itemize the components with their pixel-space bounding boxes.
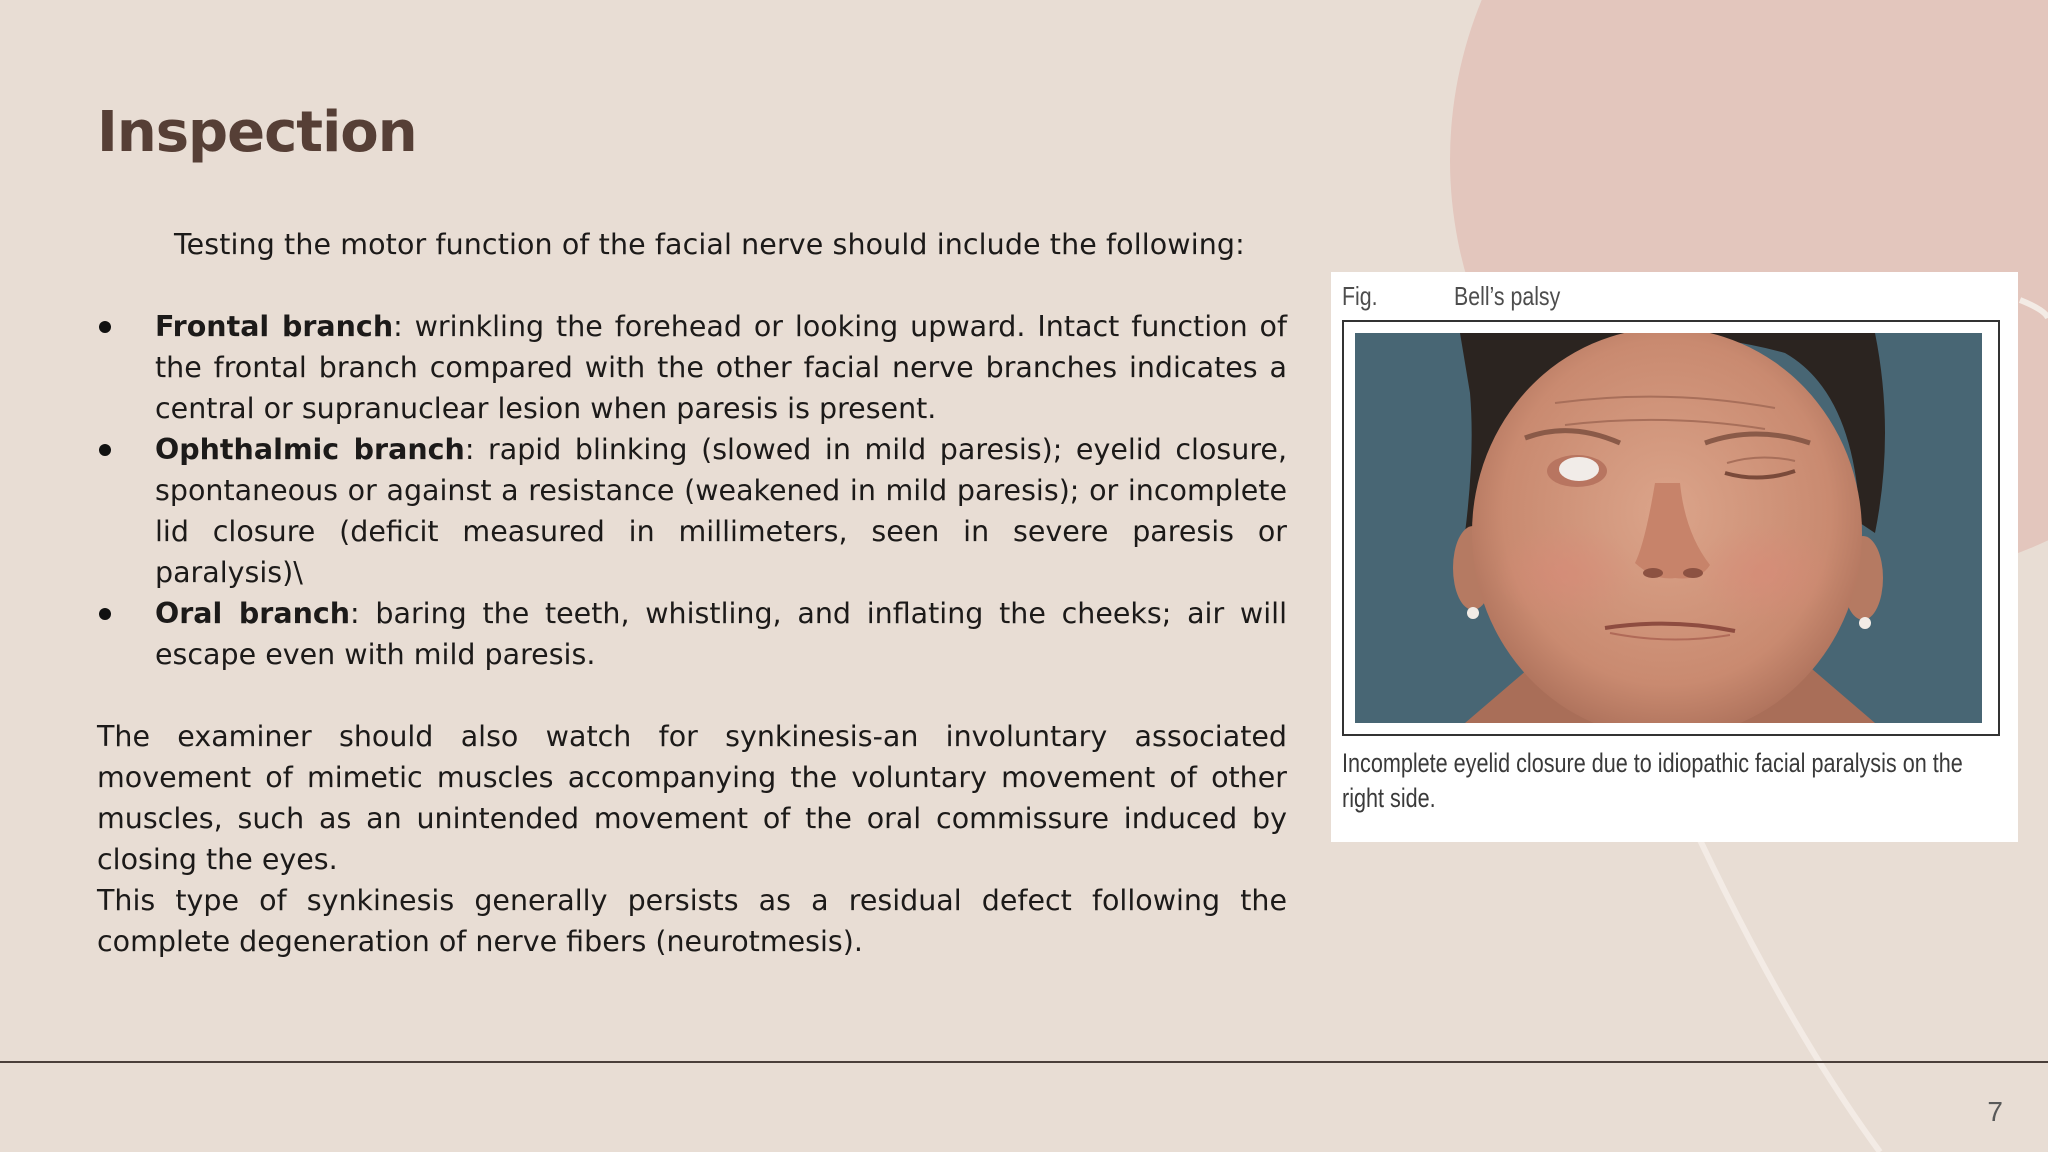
bullet-text: : rapid blinking (slowed in mild paresis); eyelid closure, spontaneous or against a resistance (weakened in mild paresis); or incomplete lid closure (deficit measured in millimeters, seen in severe paresis or paralysis)\ (155, 433, 1287, 589)
bullet-item (97, 306, 1287, 429)
slide-body (97, 224, 1287, 962)
slide-title: Inspection (97, 100, 417, 165)
bullet-dot-icon (99, 444, 111, 456)
bullet-dot-icon (99, 321, 111, 333)
photo-frame (1342, 320, 2000, 736)
page-number: 7 (1987, 1096, 2003, 1127)
figure-caption: Incomplete eyelid closure due to idiopathic facial paralysis on the right side. (1342, 748, 1963, 813)
residual-defect-paragraph: This type of synkinesis generally persists as a residual defect following the complete degeneration of nerve fibers (neurotmesis). (97, 884, 1287, 958)
bullet-item (97, 593, 1287, 675)
bullet-text: : baring the teeth, whistling, and inflating the cheeks; air will escape even with mild paresis. (155, 597, 1287, 671)
figure-panel (1331, 272, 2018, 842)
bullet-dot-icon (99, 608, 111, 620)
figure-title: Bell’s palsy (1454, 281, 1561, 311)
bullet-term: Frontal branch (155, 310, 394, 343)
footer-divider (0, 1061, 2048, 1063)
synkinesis-paragraph: The examiner should also watch for synkinesis-an involuntary associated movement of mimetic muscles accompanying the voluntary movement of other muscles, such as an unintended movement of the oral commissure induced by closing the eyes. (97, 720, 1287, 876)
bullet-list (97, 306, 1287, 675)
figure-label: Fig. (1342, 281, 1378, 311)
bullet-term: Oral branch (155, 597, 351, 630)
patient-face-photo (1355, 333, 1982, 723)
bullet-text: : wrinkling the forehead or looking upward. Intact function of the frontal branch compared with the other facial nerve branches indicates a central or supranuclear lesion when paresis is present. (155, 310, 1287, 425)
intro-text: Testing the motor function of the facial nerve should include the following: (174, 228, 1245, 261)
bullet-item (97, 429, 1287, 593)
bullet-term: Ophthalmic branch (155, 433, 465, 466)
